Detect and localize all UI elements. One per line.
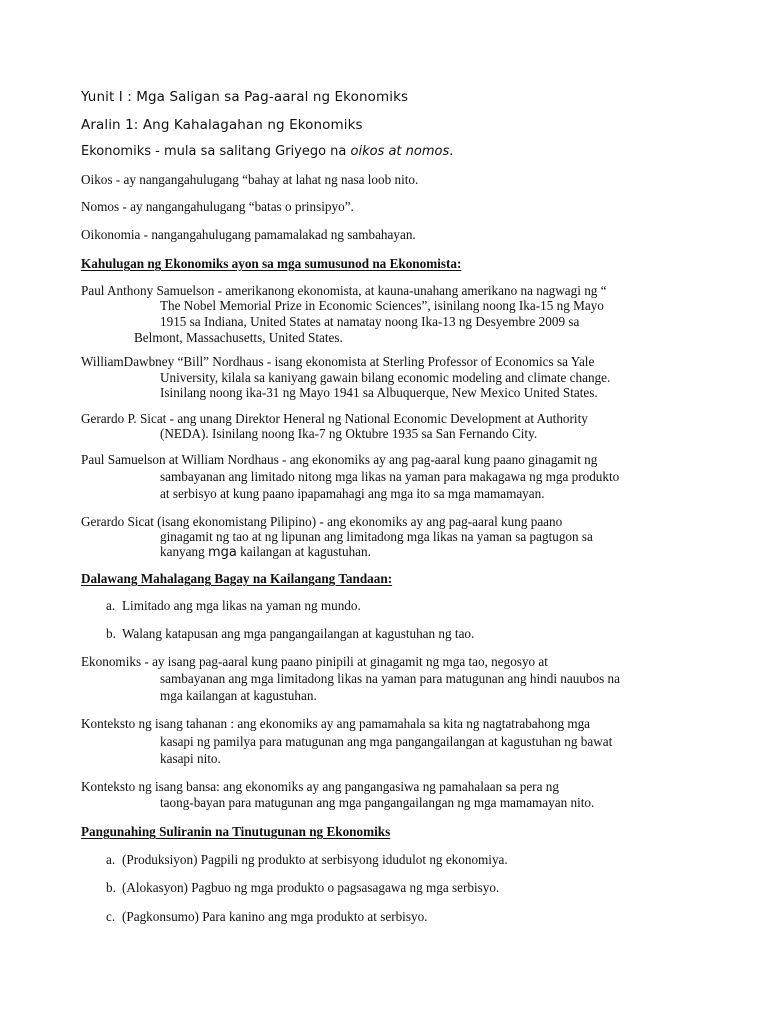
def-tahanan-line-1: Konteksto ng isang tahanan : ang ekonomiks ay ang pamamahala sa kita ng nagtatrabahong mga [81, 716, 591, 731]
unit-title: Yunit I : Mga Saligan sa Pag-aaral ng Ekonomiks [81, 89, 409, 105]
entry-nordhaus-line-3: Isinilang noong ika-31 ng Mayo 1941 sa Albuquerque, New Mexico United States. [160, 385, 598, 400]
section-heading-suliranin: Pangunahing Suliranin na Tinutugunan ng Ekonomiks [81, 824, 391, 839]
entry-sicat-pilipino-line-3c: kailangan at kagustuhan. [236, 544, 371, 559]
entry-nordhaus-line-1: WilliamDawbney “Bill” Nordhaus - isang ekonomista at Sterling Professor of Economics sa Yale [81, 354, 595, 369]
entry-sicat-pilipino-line-2: ginagamit ng tao at ng lipunan ang limitadong mga likas na yaman sa pagtugon sa [160, 529, 593, 544]
entry-samuelson-line-2: The Nobel Memorial Prize in Economic Sciences”, isinilang noong Ika-15 ng Mayo [160, 298, 604, 313]
entry-nordhaus-line-2: University, kilala sa kaniyang gawain bilang economic modeling and climate change. [160, 370, 611, 385]
entry-sicat-pilipino-line-3a: kanyang [160, 544, 208, 559]
def-bansa-line-2: taong-bayan para matugunan ang mga pangangailangan ng mga mamamayan nito. [160, 795, 595, 810]
def-tahanan-line-3: kasapi nito. [160, 751, 221, 766]
list-marker: c. [106, 909, 116, 924]
lesson-title: Aralin 1: Ang Kahalagahan ng Ekonomiks [81, 117, 363, 133]
list-item-text: (Pagkonsumo) Para kanino ang mga produkto at serbisyo. [122, 909, 428, 924]
entry-samuelson-line-4: Belmont, Massachusetts, United States. [134, 330, 343, 345]
def-tahanan-line-2: kasapi ng pamilya para matugunan ang mga pangangailangan at kagustuhan ng bawat [160, 734, 613, 749]
entry-sicat-pilipino-line-1: Gerardo Sicat (isang ekonomistang Pilipino) - ang ekonomiks ay ang pag-aaral kung paano [81, 514, 563, 529]
entry-samuelson-line-3: 1915 sa Indiana, United States at namatay noong Ika-13 ng Desyembre 2009 sa [160, 314, 580, 329]
suliranin-item-b [106, 880, 499, 896]
list-item-text: Walang katapusan ang mga pangangailangan at kagustuhan ng tao. [122, 626, 475, 641]
oikonomia-definition: Oikonomia - nangangahulugang pamamalakad ng sambahayan. [81, 227, 416, 242]
entry-samuelson-nordhaus-line-1: Paul Samuelson at William Nordhaus - ang ekonomiks ay ang pag-aaral kung paano ginagamit ng [81, 452, 598, 467]
oikos-definition: Oikos - ay nangangahulugang “bahay at lahat ng nasa loob nito. [81, 172, 419, 187]
ekonomiks-origin-prefix: Ekonomiks - mula sa salitang Griyego na [81, 144, 351, 159]
def-ekonomiks-line-2: sambayanan ang mga limitadong likas na yaman para matugunan ang hindi nauubos na [160, 671, 620, 686]
entry-samuelson-nordhaus-line-2: sambayanan ang limitado nitong mga likas na yaman para makagawa ng mga produkto [160, 469, 620, 484]
entry-sicat-pilipino-line-3b: mga [207, 545, 237, 560]
section-heading-tandaan: Dalawang Mahalagang Bagay na Kailangang Tandaan: [81, 571, 393, 586]
tandaan-item-b [106, 626, 474, 642]
entry-sicat-line-1: Gerardo P. Sicat - ang unang Direktor Heneral ng National Economic Development at Authority [81, 411, 588, 426]
list-marker: b. [106, 626, 116, 641]
list-marker: b. [106, 880, 116, 895]
list-item-text: Limitado ang mga likas na yaman ng mundo. [122, 598, 361, 613]
list-item-text: (Produksiyon) Pagpili ng produkto at serbisyong idudulot ng ekonomiya. [122, 852, 508, 867]
entry-samuelson-nordhaus-line-3: at serbisyo at kung paano ipapamahagi ang mga ito sa mga mamamayan. [160, 486, 545, 501]
ekonomiks-origin-suffix: . [449, 144, 454, 159]
def-ekonomiks-line-3: mga kailangan at kagustuhan. [160, 688, 317, 703]
def-bansa-line-1: Konteksto ng isang bansa: ang ekonomiks ay ang pangangasiwa ng pamahalaan sa pera ng [81, 779, 559, 794]
nomos-definition: Nomos - ay nangangahulugang “batas o prinsipyo”. [81, 199, 354, 214]
list-item-text: (Alokasyon) Pagbuo ng mga produkto o pagsasagawa ng mga serbisyo. [122, 880, 500, 895]
suliranin-item-c [106, 909, 427, 925]
def-ekonomiks-line-1: Ekonomiks - ay isang pag-aaral kung paano pinipili at ginagamit ng mga tao, negosyo at [81, 654, 548, 669]
entry-samuelson-line-1: Paul Anthony Samuelson - amerikanong ekonomista, at kauna-unahang amerikano na nagwagi ng “ [81, 283, 607, 298]
suliranin-item-a [106, 852, 508, 868]
ekonomiks-origin-italic: oikos at nomos [350, 144, 450, 159]
entry-sicat-pilipino-line-3 [160, 544, 371, 560]
entry-sicat-line-2: (NEDA). Isinilang noong Ika-7 ng Oktubre 1935 sa San Fernando City. [160, 426, 538, 441]
list-marker: a. [106, 852, 116, 867]
section-heading-ekonomista: Kahulugan ng Ekonomiks ayon sa mga sumusunod na Ekonomista: [81, 256, 462, 271]
tandaan-item-a [106, 598, 361, 614]
ekonomiks-origin [81, 144, 453, 159]
list-marker: a. [106, 598, 116, 613]
